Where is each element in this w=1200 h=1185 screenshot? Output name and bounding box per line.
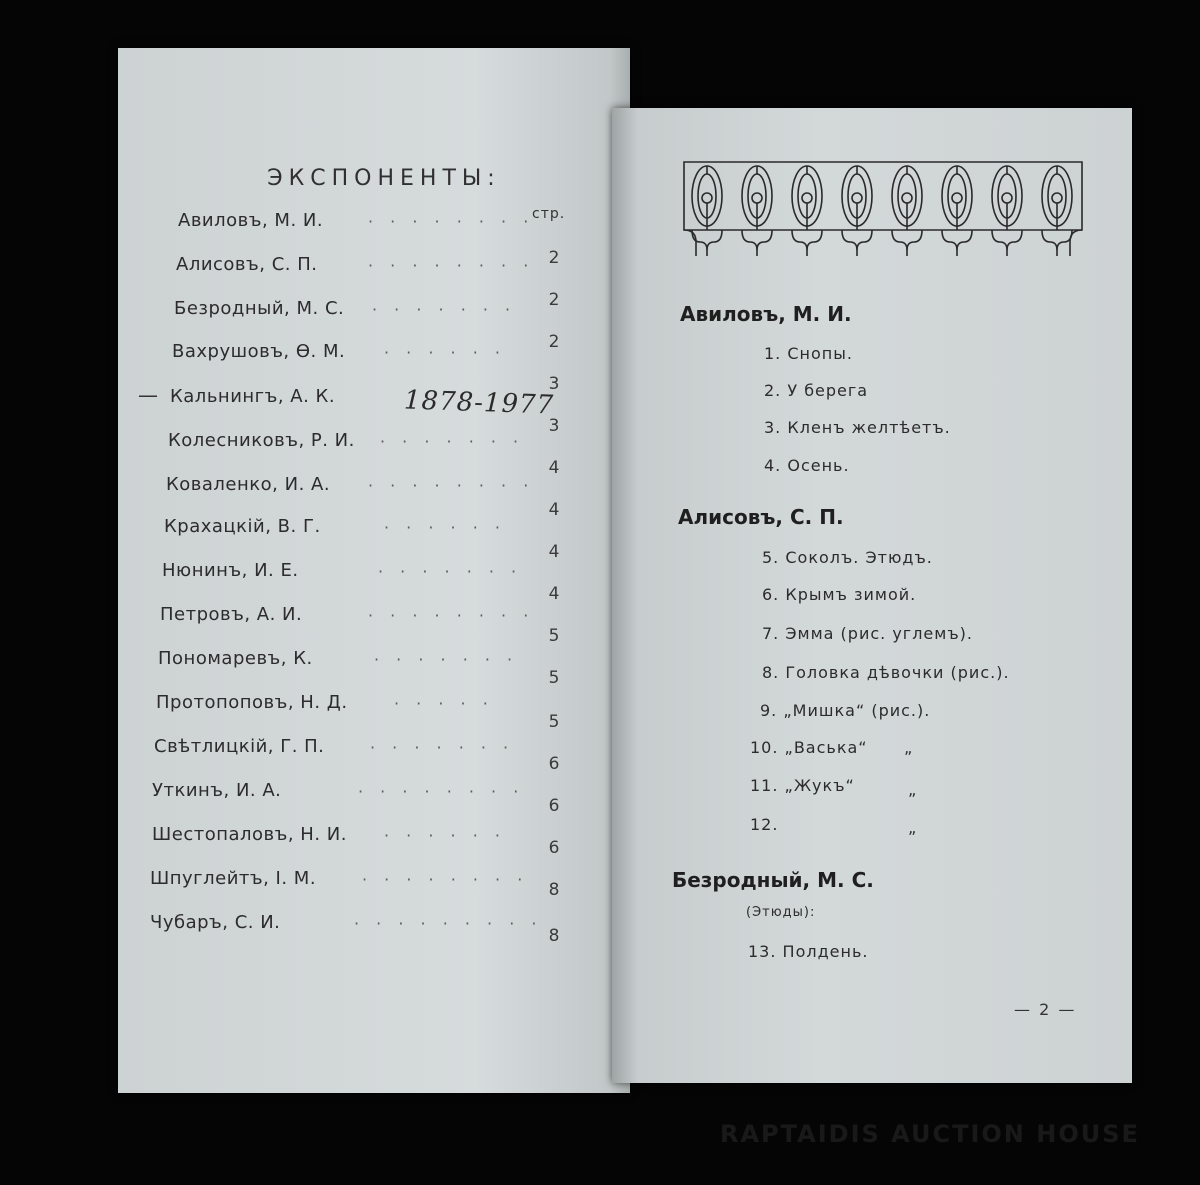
page-reference: 4 <box>548 542 560 562</box>
page-reference: 6 <box>548 754 560 774</box>
artist-heading: Безродный, М. С. <box>672 868 874 892</box>
leader-dots: · · · · · <box>394 694 494 713</box>
leader-dots: · · · · · · <box>384 826 506 845</box>
leader-dots: · · · · · · · <box>374 650 519 669</box>
page-reference: 5 <box>548 712 560 732</box>
work-item: 7. Эмма (рис. углемъ). <box>762 624 973 643</box>
work-item: 11. „Жукъ“ <box>750 776 855 795</box>
exhibitor-name: Уткинъ, И. А. <box>152 780 282 801</box>
exhibitor-name: Кальнингъ, А. К. <box>170 386 336 407</box>
page-reference: 8 <box>548 926 560 946</box>
page-reference: 2 <box>548 332 560 352</box>
exhibitor-name: Шпуглейтъ, І. М. <box>150 868 317 889</box>
work-item: 2. У берега <box>764 381 869 400</box>
exhibitor-name: Чубаръ, С. И. <box>150 912 281 933</box>
watermark: RAPTAIDIS AUCTION HOUSE <box>720 1120 1140 1148</box>
handwritten-dates: 1878-1977 <box>403 385 555 421</box>
page-reference: 3 <box>548 374 560 394</box>
work-item: 8. Головка дѣвочки (рис.). <box>762 663 1010 682</box>
page-reference: 4 <box>548 584 560 604</box>
page-reference: 4 <box>548 500 560 520</box>
work-item: 5. Соколъ. Этюдъ. <box>762 548 933 567</box>
right-page <box>612 108 1132 1083</box>
artist-heading: Авиловъ, М. И. <box>680 302 852 326</box>
leader-dots: · · · · · · <box>384 343 506 362</box>
work-item: 1. Снопы. <box>764 344 853 363</box>
leader-dots: · · · · · · · · <box>368 476 535 495</box>
ditto-mark: „ <box>908 818 917 837</box>
leader-dots: · · · · · · · <box>370 738 515 757</box>
page-reference: 5 <box>548 626 560 646</box>
leader-dots: · · · · · · · · <box>368 212 535 231</box>
page-reference: 2 <box>548 248 560 268</box>
work-item: 10. „Васька“ <box>750 738 868 757</box>
artist-heading: Алисовъ, С. П. <box>678 505 844 529</box>
page-reference: 8 <box>548 880 560 900</box>
page-reference: 6 <box>548 838 560 858</box>
exhibitor-name: Свѣтлицкій, Г. П. <box>154 736 325 757</box>
page-reference: 6 <box>548 796 560 816</box>
work-item: 9. „Мишка“ (рис.). <box>760 701 931 720</box>
exhibitor-name: Нюнинъ, И. Е. <box>162 560 299 581</box>
leader-dots: · · · · · · · · <box>368 606 535 625</box>
work-item: 6. Крымъ зимой. <box>762 585 917 604</box>
left-page <box>118 48 630 1093</box>
exhibitor-name: Коваленко, И. А. <box>166 474 331 495</box>
exhibitor-name: Шестопаловъ, Н. И. <box>152 824 347 845</box>
work-item: 4. Осень. <box>764 456 850 475</box>
exhibitor-name: Крахацкій, В. Г. <box>164 516 321 537</box>
exhibitor-name: Безродный, М. С. <box>174 298 345 319</box>
leader-dots: · · · · · · · · <box>358 782 525 801</box>
leader-dots: · · · · · · · · <box>362 870 529 889</box>
handwritten-dash: — <box>138 383 158 407</box>
exhibitor-name: Колесниковъ, Р. И. <box>168 430 355 451</box>
leader-dots: · · · · · · · <box>380 432 525 451</box>
page-number: — 2 — <box>1014 1000 1077 1019</box>
exhibitor-name: Вахрушовъ, Ѳ. М. <box>172 341 346 362</box>
exhibitor-name: Пономаревъ, К. <box>158 648 313 669</box>
page-reference: 4 <box>548 458 560 478</box>
page-title: ЭКСПОНЕНТЫ: <box>267 166 501 191</box>
page-reference: 5 <box>548 668 560 688</box>
leader-dots: · · · · · · · · <box>368 256 535 275</box>
leader-dots: · · · · · · <box>384 518 506 537</box>
leader-dots: · · · · · · · <box>378 562 523 581</box>
exhibitor-name: Авиловъ, М. И. <box>178 210 324 231</box>
ditto-mark: „ <box>908 780 917 799</box>
page-column-header: стр. <box>532 206 566 222</box>
page-reference: 3 <box>548 416 560 436</box>
section-note: (Этюды): <box>746 905 816 920</box>
exhibitor-name: Петровъ, А. И. <box>160 604 303 625</box>
ditto-mark: „ <box>904 738 913 757</box>
exhibitor-name: Протопоповъ, Н. Д. <box>156 692 348 713</box>
leader-dots: · · · · · · · <box>372 300 517 319</box>
work-item: 12. <box>750 815 779 834</box>
work-item: 13. Полдень. <box>748 942 869 961</box>
leader-dots: · · · · · · · · · <box>354 914 543 933</box>
exhibitor-name: Алисовъ, С. П. <box>176 254 318 275</box>
page-reference: 2 <box>548 290 560 310</box>
work-item: 3. Кленъ желтѣетъ. <box>764 418 951 437</box>
ornament-border <box>682 160 1084 260</box>
